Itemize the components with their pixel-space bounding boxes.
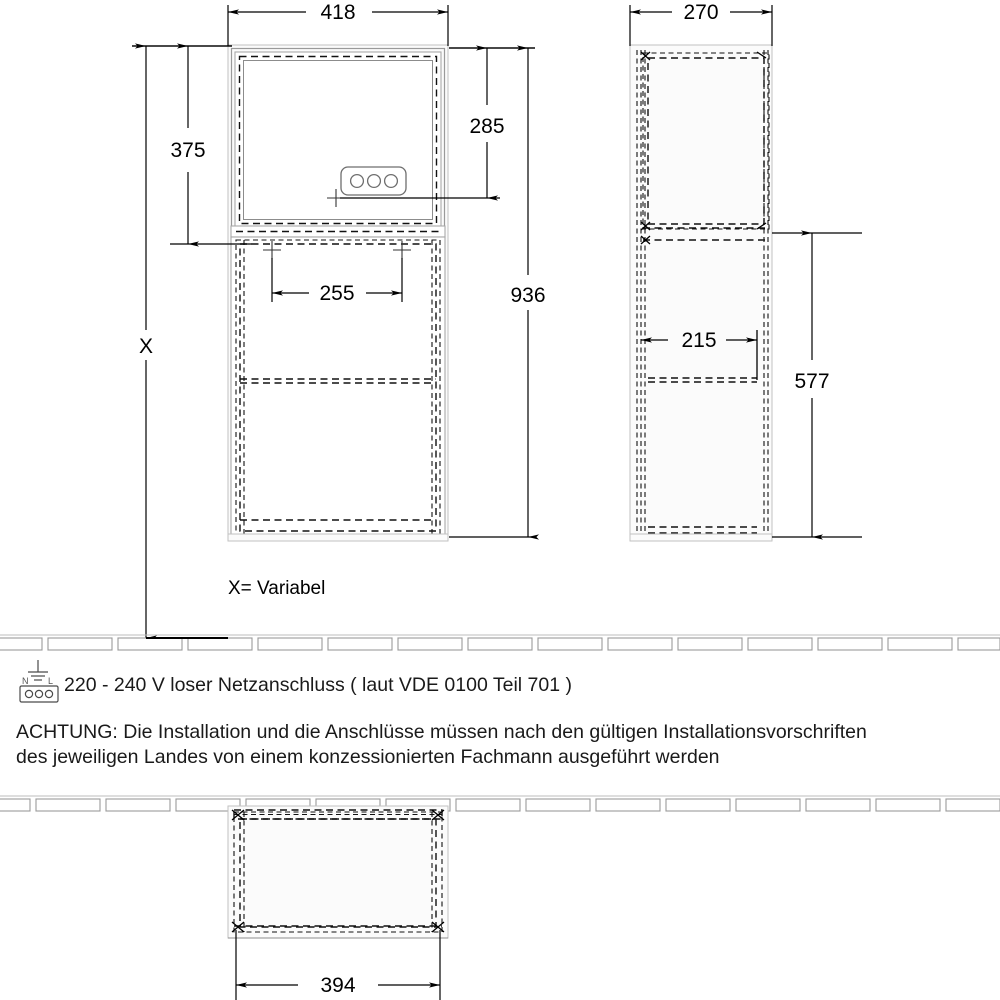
floor-tile-upper-7 (468, 638, 532, 650)
dimension-label-255: 255 (319, 282, 355, 305)
front-elevation-view (132, 1, 546, 638)
dimension-270-group (630, 1, 772, 46)
mains-socket-symbol (341, 167, 406, 195)
terminal-hole-3 (45, 690, 52, 697)
plan-view (228, 806, 448, 1000)
socket-terminal-3 (385, 175, 398, 188)
dimension-label-375: 375 (170, 139, 206, 162)
dimension-label-418: 418 (320, 1, 356, 24)
floor-tile-upper-9 (608, 638, 672, 650)
floor-tile-lower-12 (806, 799, 870, 811)
socket-terminal-2 (368, 175, 381, 188)
floor-tile-upper-0 (0, 638, 42, 650)
terminal-hole-2 (35, 690, 42, 697)
floor-tile-lower-1 (36, 799, 100, 811)
dimension-394-group (236, 930, 440, 1000)
side-cabinet-outer-body (630, 45, 772, 540)
floor-tile-lower-11 (736, 799, 800, 811)
floor-tile-lower-0 (0, 799, 30, 811)
floor-tile-upper-6 (398, 638, 462, 650)
warning-note-line-2: des jeweiligen Landes von einem konzessionierten Fachmann ausgeführt werden (16, 746, 720, 768)
dimension-label-936: 936 (510, 284, 546, 307)
floor-tile-upper-1 (48, 638, 112, 650)
legend-mains-connection-text: 220 - 240 V loser Netzanschluss ( laut VDE 0100 Teil 701 ) (64, 674, 572, 696)
floor-tile-upper-14 (958, 638, 1000, 650)
floor-tile-band-upper (0, 635, 1000, 650)
floor-tile-lower-10 (666, 799, 730, 811)
floor-tile-upper-3 (188, 638, 252, 650)
floor-tile-lower-13 (876, 799, 940, 811)
floor-tile-upper-12 (818, 638, 882, 650)
floor-tile-upper-5 (328, 638, 392, 650)
front-upper-compartment (235, 52, 441, 228)
warning-note-line-1: ACHTUNG: Die Installation und die Anschlüsse müssen nach den gültigen Installationsvorschriften (16, 721, 867, 743)
plan-outer-body (228, 806, 448, 938)
dimension-label-270: 270 (683, 1, 719, 24)
dimension-X-group (132, 46, 232, 638)
floor-tile-band-lower (0, 796, 1000, 811)
floor-tile-lower-8 (526, 799, 590, 811)
floor-tile-lower-7 (456, 799, 520, 811)
floor-tile-upper-10 (678, 638, 742, 650)
terminal-live-label: L (48, 676, 54, 686)
side-elevation-view (630, 1, 862, 541)
dimension-label-577: 577 (794, 370, 830, 393)
floor-tile-upper-8 (538, 638, 602, 650)
floor-tile-upper-13 (888, 638, 952, 650)
socket-terminal-1 (351, 175, 364, 188)
floor-tile-upper-4 (258, 638, 322, 650)
floor-tile-upper-11 (748, 638, 812, 650)
dimension-label-394: 394 (320, 974, 356, 997)
floor-tile-lower-2 (106, 799, 170, 811)
terminal-neutral-label: N (22, 676, 29, 686)
variable-note-label: X= Variabel (228, 578, 326, 599)
front-base-plinth (228, 534, 448, 541)
floor-tile-lower-9 (596, 799, 660, 811)
dimension-418-group (228, 1, 448, 46)
side-base-plinth (630, 534, 772, 541)
floor-tile-lower-14 (946, 799, 1000, 811)
dimension-label-285: 285 (469, 115, 505, 138)
dimension-577-group (772, 233, 862, 537)
mains-terminal-block-icon (20, 660, 58, 702)
dimension-label-X: X (138, 335, 154, 358)
floor-tile-upper-2 (118, 638, 182, 650)
terminal-hole-1 (25, 690, 32, 697)
dimension-label-215: 215 (681, 329, 717, 352)
